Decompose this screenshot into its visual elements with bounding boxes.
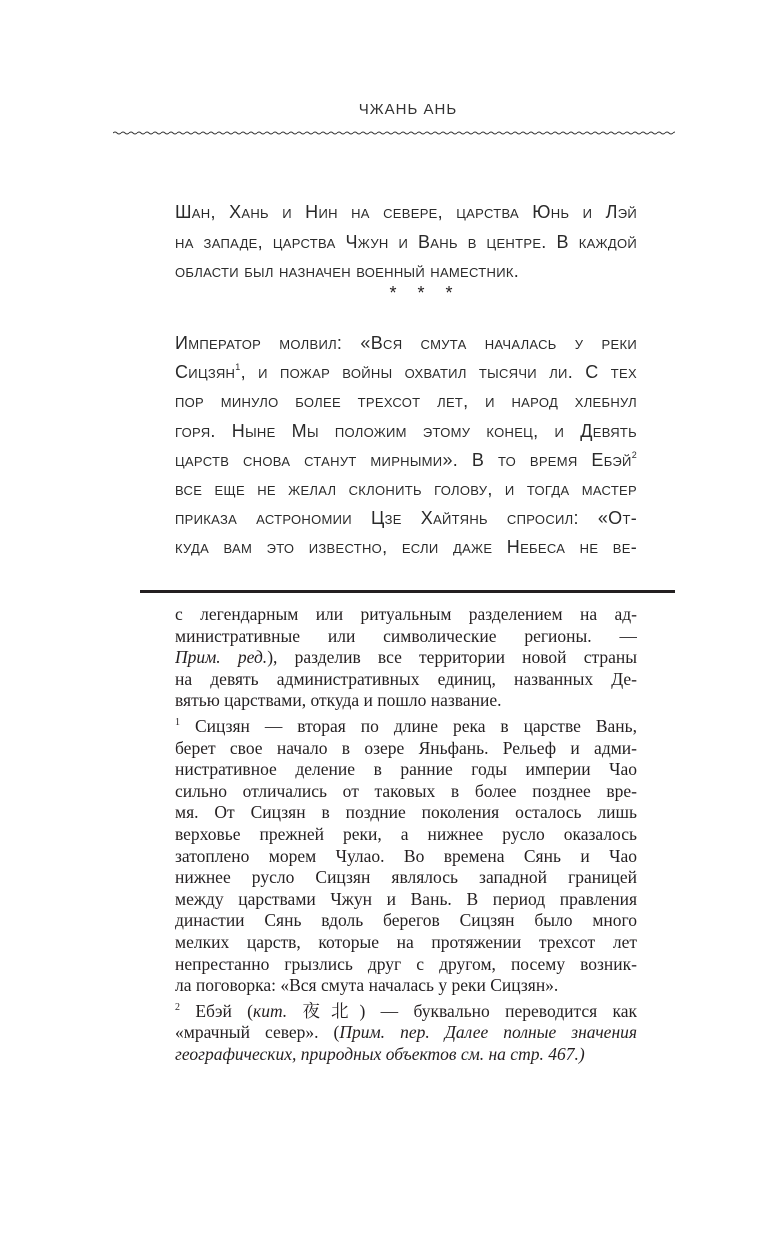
- body-line: [175, 357, 637, 387]
- footnote-line: [175, 758, 637, 780]
- scene-break: * * *: [389, 283, 461, 303]
- text-span: куда вам это известно, если даже Небеса не ве-: [175, 537, 637, 558]
- body-line: [175, 227, 637, 257]
- footnote-line: [175, 689, 637, 711]
- body-line: [175, 197, 637, 227]
- text-span: Сицзян — вторая по длине река в царстве Вань,: [180, 716, 637, 736]
- text-span: Император молвил: «Вся смута началась у реки: [175, 333, 637, 353]
- footnote-line: [175, 1021, 637, 1043]
- text-span: царств снова станут мирными». В то время Ебэй: [175, 449, 632, 470]
- footnote-ref: 1: [175, 717, 180, 728]
- italic-text: кит.: [253, 1000, 288, 1021]
- text-span: «мрачный север». (: [175, 1022, 340, 1043]
- text-span: Ебэй (: [180, 1000, 254, 1021]
- text-span: министративные или символические регионы. —: [175, 625, 637, 646]
- footnote-line: [175, 1000, 637, 1022]
- footnote-line: [175, 780, 637, 802]
- text-span: между царствами Чжун и Вань. В период правления: [175, 888, 637, 909]
- text-span: непрестанно грызлись друг с другом, посему возник-: [175, 953, 637, 974]
- footnote-line: [175, 646, 637, 668]
- body-line: [175, 445, 637, 475]
- body-line: [175, 474, 637, 504]
- footnote-line: [175, 888, 637, 910]
- body-line: [175, 416, 637, 446]
- footnote-ref: 2: [175, 1001, 180, 1013]
- text-span: области был назначен военный наместник.: [175, 261, 520, 281]
- footnote-separator: [140, 590, 675, 593]
- text-span: Сицзян: [175, 362, 236, 383]
- text-span: ла поговорка: «Вся смута началась у реки Сицзян».: [175, 975, 559, 996]
- footnote-line: [175, 625, 637, 647]
- body-line: [175, 256, 637, 286]
- text-span: приказа астрономии Цзе Хайтянь спросил: «От-: [175, 508, 637, 529]
- text-span: берет свое начало в озере Яньфань. Рельеф и адми-: [175, 737, 637, 758]
- text-span: 夜北) — буквально переводится как: [287, 1000, 637, 1021]
- body-line: [175, 503, 637, 533]
- text-span: вятью царствами, откуда и пошло название.: [175, 690, 502, 711]
- footnote-line: [175, 823, 637, 845]
- text-span: затоплено морем Чулао. Во времена Сянь и Чао: [175, 845, 637, 866]
- footnote-line: [175, 603, 637, 625]
- italic-text: Прим. пер. Далее полные значения: [339, 1022, 637, 1043]
- text-span: Шан, Хань и Нин на севере, царства Юнь и Лэй: [175, 202, 637, 222]
- text-span: мя. От Сицзян в поздние поколения осталось лишь: [175, 802, 637, 823]
- footnote-line: [175, 737, 637, 759]
- text-span: нижнее русло Сицзян являлось западной границей: [175, 867, 637, 888]
- text-span: горя. Ныне Мы положим этому конец, и Девять: [175, 420, 637, 441]
- footnote-line: [175, 931, 637, 953]
- footnote-line: [175, 909, 637, 931]
- wavy-divider: [113, 128, 675, 138]
- footnote-line: [175, 801, 637, 823]
- body-line: [175, 328, 637, 358]
- text-span: сильно отличались от таковых в более позднее вре-: [175, 780, 637, 801]
- text-span: все еще не желал склонить голову, и тогда мастер: [175, 479, 637, 499]
- footnote-ref: 1: [235, 362, 241, 373]
- text-span: ), разделив все территории новой страны: [267, 647, 637, 668]
- running-header: ЧЖАНЬ АНЬ: [358, 101, 458, 118]
- footnote-line: [175, 953, 637, 975]
- body-line: [175, 386, 637, 416]
- italic-text: географических, природных объектов см. на стр. 467.): [175, 1044, 585, 1064]
- footnote-ref: 2: [631, 449, 637, 460]
- italic-text: Прим. ред.: [175, 647, 268, 668]
- footnote-line: [175, 974, 637, 996]
- footnote-line: [175, 715, 637, 737]
- footnote-line: [175, 845, 637, 867]
- body-line: [175, 532, 637, 562]
- footnote-line: [175, 1043, 637, 1065]
- text-span: , и пожар войны охватил тысячи ли. С тех: [240, 362, 637, 383]
- text-span: пор минуло более трехсот лет, и народ хлебнул: [175, 391, 637, 412]
- text-span: верховье прежней реки, а нижнее русло оказалось: [175, 824, 637, 844]
- text-span: мелких царств, которые на протяжении трехсот лет: [175, 932, 637, 952]
- text-span: нистративное деление в ранние годы империи Чао: [175, 759, 637, 780]
- text-span: династии Сянь вдоль берегов Сицзян было много: [175, 910, 637, 931]
- footnote-line: [175, 668, 637, 690]
- text-span: на западе, царства Чжун и Вань в центре. В каждой: [175, 231, 637, 252]
- text-span: с легендарным или ритуальным разделением на ад-: [175, 604, 637, 624]
- footnote-line: [175, 866, 637, 888]
- text-span: на девять административных единиц, названных Де-: [175, 668, 637, 689]
